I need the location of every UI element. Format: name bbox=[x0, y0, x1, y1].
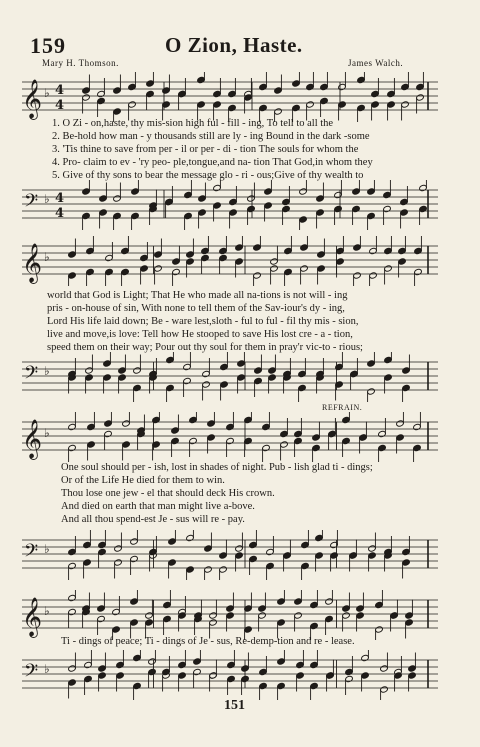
verse-line: 2. Be-hold how man - y thousands still are ly - ing Bound in the dark -some bbox=[52, 131, 370, 142]
composer-credit: James Walch. bbox=[348, 58, 404, 68]
system-4-bass-staff bbox=[0, 650, 480, 700]
bass-clef-icon: 𝄢 bbox=[24, 363, 39, 388]
svg-text:4: 4 bbox=[55, 98, 65, 113]
system-4-treble-staff bbox=[0, 590, 480, 640]
verse-line: 1. O Zi - on,haste, thy mis-sion high ful - fill - ing, To tell to all the bbox=[52, 118, 334, 129]
svg-text:♭: ♭ bbox=[44, 662, 50, 676]
bass-clef-icon: 𝄢 bbox=[24, 191, 39, 216]
verse-line: pris - on-house of sin, With none to tell them of the Sav-iour's dy - ing, bbox=[47, 303, 345, 314]
hymn-number: 159 bbox=[30, 33, 66, 58]
verse-line: And died on earth that man might live a-bove. bbox=[61, 501, 255, 512]
svg-text:4: 4 bbox=[55, 83, 65, 98]
system-3-treble-staff bbox=[0, 412, 480, 462]
bass-clef-icon: 𝄢 bbox=[24, 661, 39, 686]
bass-clef-icon: 𝄢 bbox=[24, 541, 39, 566]
svg-text:♭: ♭ bbox=[44, 250, 50, 264]
verse-line: speed them on their way; Pour out thy soul for them in pray'r vic-to - rious; bbox=[47, 342, 363, 353]
treble-clef-icon: 𝄞 bbox=[22, 79, 43, 119]
verse-line: world that God is Light; That He who made all na-tions is not will - ing bbox=[47, 290, 348, 301]
system-1-bass-staff bbox=[0, 180, 480, 230]
svg-text:4: 4 bbox=[55, 206, 65, 221]
svg-text:♭: ♭ bbox=[44, 86, 50, 100]
system-1-treble-staff bbox=[0, 72, 480, 122]
treble-clef-icon: 𝄞 bbox=[22, 419, 43, 459]
treble-clef-icon: 𝄞 bbox=[22, 243, 43, 283]
verse-line: Ti - dings of peace; Ti - dings of Je - sus, Re-demp-tion and re - lease. bbox=[61, 636, 355, 647]
verse-line: And all thou spend-est Je - sus will re - pay. bbox=[61, 514, 245, 525]
verse-line: Lord His life laid down; Be - ware lest,sloth - ful to ful - fil thy mis - sion, bbox=[47, 316, 359, 327]
svg-text:♭: ♭ bbox=[44, 426, 50, 440]
svg-text:4: 4 bbox=[55, 191, 65, 206]
verse-line: Or of the Life He died for them to win. bbox=[61, 475, 225, 486]
verse-line: live and move,is love: Tell how He stooped to save His lost cre - a - tion, bbox=[47, 329, 353, 340]
verse-line: 5. Give of thy sons to bear the message glo - ri - ous;Give of thy wealth to bbox=[52, 170, 364, 181]
svg-text:♭: ♭ bbox=[44, 604, 50, 618]
hymn-title: O Zion, Haste. bbox=[165, 33, 303, 57]
refrain-label: REFRAIN. bbox=[322, 403, 363, 412]
verse-line: 3. 'Tis thine to save from per - il or per - di - tion The souls for whom the bbox=[52, 144, 359, 155]
page-number: 151 bbox=[224, 698, 245, 713]
treble-clef-icon: 𝄞 bbox=[22, 597, 43, 637]
verse-line: 4. Pro- claim to ev - 'ry peo- ple,tongue,and na- tion That God,in whom they bbox=[52, 157, 373, 168]
svg-text:♭: ♭ bbox=[44, 364, 50, 378]
svg-text:♭: ♭ bbox=[44, 542, 50, 556]
system-2-treble-staff bbox=[0, 236, 480, 286]
svg-text:♭: ♭ bbox=[44, 192, 50, 206]
verse-line: One soul should per - ish, lost in shades of night. Pub - lish glad ti - dings; bbox=[61, 462, 373, 473]
system-3-bass-staff bbox=[0, 530, 480, 580]
system-2-bass-staff bbox=[0, 352, 480, 402]
verse-line: Thou lose one jew - el that should deck His crown. bbox=[61, 488, 275, 499]
author-credit: Mary H. Thomson. bbox=[42, 58, 119, 68]
